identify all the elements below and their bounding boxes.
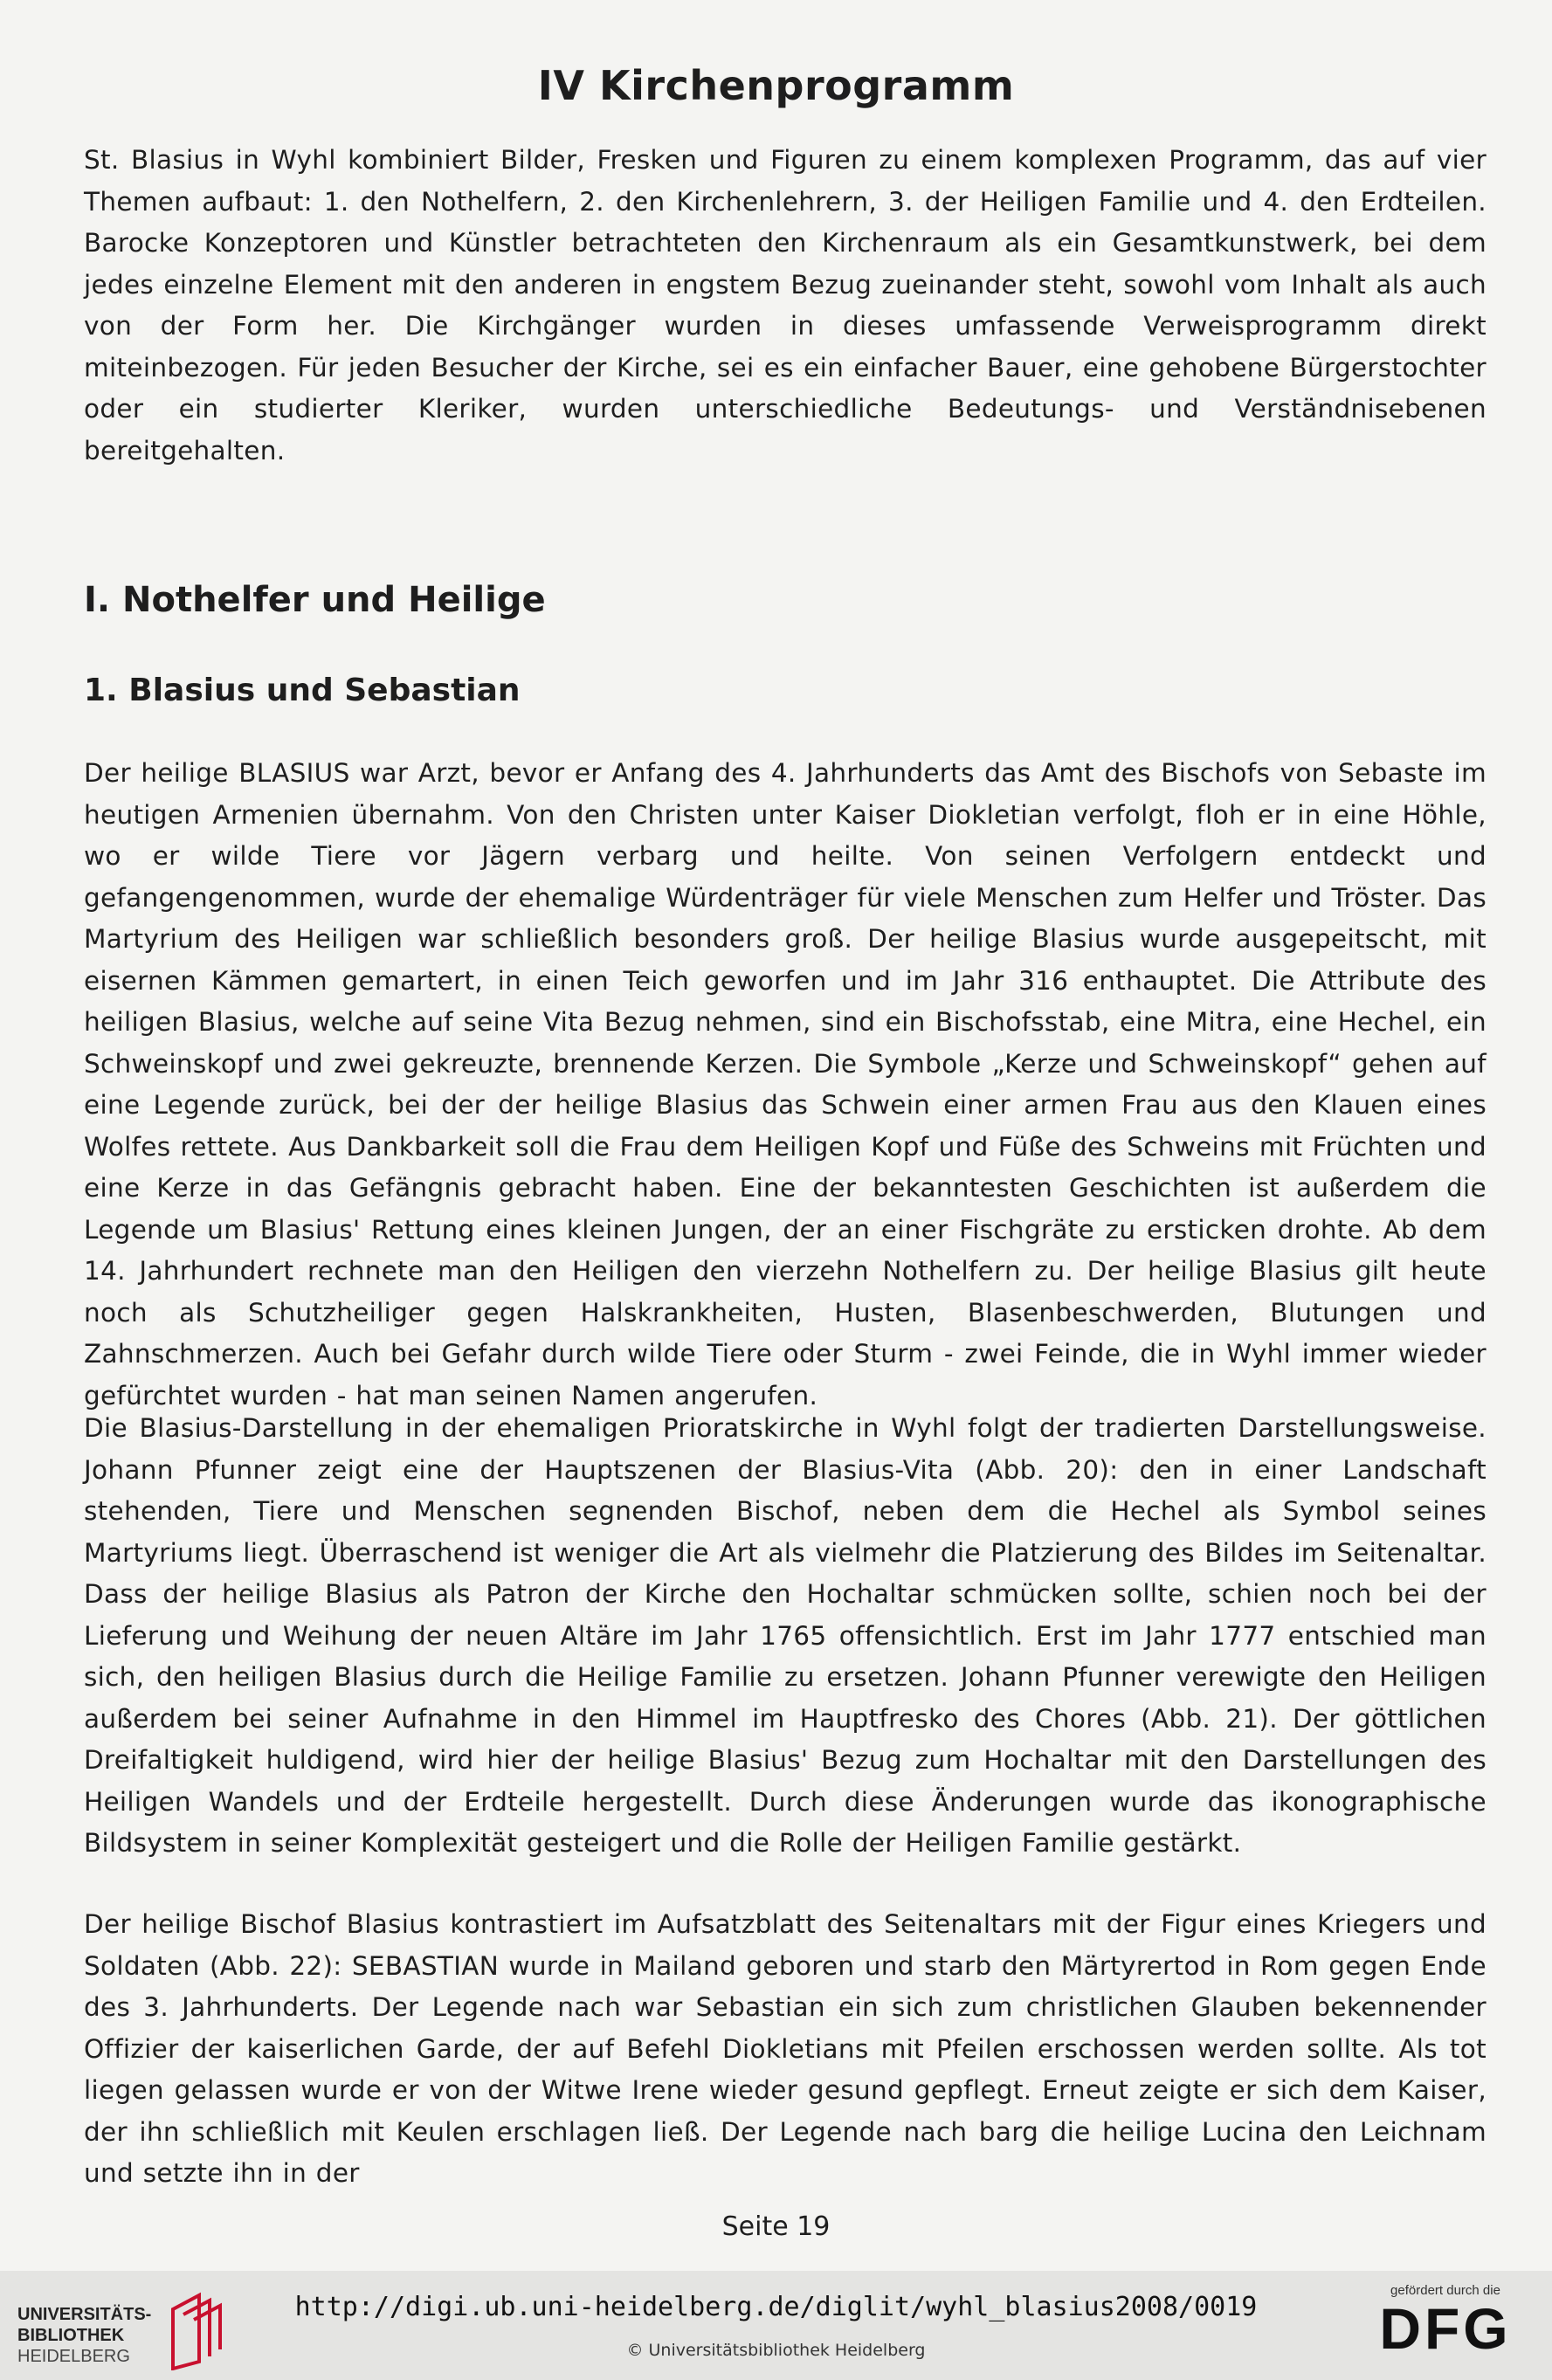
funder-caption: gefördert durch die xyxy=(1390,2283,1500,2298)
page-title: IV Kirchenprogramm xyxy=(537,61,1015,109)
library-name-line3: HEIDELBERG xyxy=(17,2347,130,2366)
dfg-logo: DFG xyxy=(1379,2296,1512,2361)
footer-bar xyxy=(0,2271,1552,2380)
intro-paragraph: St. Blasius in Wyhl kombiniert Bilder, Fresken und Figuren zu einem komplexen Programm, das auf vier Themen aufbaut: 1. den Nothelfern, 2. den Kirchenlehrern, 3. der Heiligen Familie und 4. den Erdteilen. Barocke Konzeptoren und Künstler betrachteten den Kirchenraum als ein Gesamtkunstwerk, bei dem jedes einzelne Element mit den anderen in engstem Bezug zueinander steht, sowohl vom Inhalt als auch von der Form her. Die Kirchgänger wurden in dieses umfassende Verweisprogramm direkt miteinbezogen. Für jeden Besucher der Kirche, sei es ein einfacher Bauer, eine gehobene Bürgerstochter oder ein studierter Kleriker, wurden unterschiedliche Bedeutungs- und Verständnisebenen bereitgehalten. xyxy=(84,145,1486,466)
page-number: Seite 19 xyxy=(721,2211,831,2242)
paragraph-sebastian: Der heilige Bischof Blasius kontrastiert im Aufsatzblatt des Seitenaltars mit der Figur eines Kriegers und Soldaten (Abb. 22): SEBASTIAN wurde in Mailand geboren und starb den Märtyrertod in Rom gegen Ende des 3. Jahrhunderts. Der Legende nach war Sebastian ein sich zum christlichen Glauben bekennender Offizier der kaiserlichen Garde, der auf Befehl Diokletians mit Pfeilen erschossen werden sollte. Als tot liegen gelassen wurde er von der Witwe Irene wieder gesund gepflegt. Erneut zeigte er sich dem Kaiser, der ihn schließlich mit Keulen erschlagen ließ. Der Legende nach barg die heilige Lucina den Leichnam und setzte ihn in der xyxy=(84,1909,1486,2188)
paragraph-blasius: Der heilige BLASIUS war Arzt, bevor er Anfang des 4. Jahrhunderts das Amt des Bischofs von Sebaste im heutigen Armenien übernahm. Von den Christen unter Kaiser Diokletian verfolgt, floh er in eine Höhle, wo er wilde Tiere vor Jägern verbarg und heilte. Von seinen Verfolgern entdeckt und gefangengenommen, wurde der ehemalige Würdenträger für viele Menschen zum Helfer und Tröster. Das Martyrium des Heiligen war schließlich besonders groß. Der heilige Blasius wurde ausgepeitscht, mit eisernen Kämmen gemartert, in einen Teich geworfen und im Jahr 316 enthauptet. Die Attribute des heiligen Blasius, welche auf seine Vita Bezug nehmen, sind ein Bischofsstab, eine Mitra, eine Hechel, ein Schweinskopf und zwei gekreuzte, brennende Kerzen. Die Symbole „Kerze und Schweinskopf“ gehen auf eine Legende zurück, bei der der heilige Blasius das Schwein einer armen Frau aus den Klauen eines Wolfes rettete. Aus Dankbarkeit soll die Frau dem Heiligen Kopf und Füße des Schweins mit Früchten und eine Kerze in das Gefängnis gebracht haben. Eine der bekanntesten Geschichten ist außerdem die Legende um Blasius' Rettung eines kleinen Jungen, der an einer Fischgräte zu ersticken drohte. Ab dem 14. Jahrhundert rechnete man den Heiligen den vierzehn Nothelfern zu. Der heilige Blasius gilt heute noch als Schutzheiliger gegen Halskrankheiten, Husten, Blasenbeschwerden, Blutungen und Zahnschmerzen. Auch bei Gefahr durch wilde Tiere oder Sturm - zwei Feinde, die in Wyhl immer wieder gefürchtet wurden - hat man seinen Namen angerufen. xyxy=(84,758,1486,1411)
library-name-line1: UNIVERSITÄTS- xyxy=(17,2305,152,2324)
permalink-url[interactable]: http://digi.ub.uni-heidelberg.de/diglit/wyhl_blasius2008/0019 xyxy=(294,2292,1258,2322)
copyright-notice: © Universitätsbibliothek Heidelberg xyxy=(626,2341,926,2360)
funder-logo[interactable] xyxy=(1367,2283,1524,2359)
library-name-line2: BIBLIOTHEK xyxy=(17,2326,125,2345)
subsection-heading: 1. Blasius und Sebastian xyxy=(84,673,521,708)
section-heading: I. Nothelfer und Heilige xyxy=(84,580,546,620)
paragraph-blasius-darstellung: Die Blasius-Darstellung in der ehemaligen Prioratskirche in Wyhl folgt der tradierten Darstellungsweise. Johann Pfunner zeigt eine der Hauptszenen der Blasius-Vita (Abb. 20): den in einer Landschaft stehenden, Tiere und Menschen segnenden Bischof, neben dem die Hechel als Symbol seines Martyriums liegt. Überraschend ist weniger die Art als vielmehr die Platzierung des Bildes im Seitenaltar. Dass der heilige Blasius als Patron der Kirche den Hochaltar schmücken sollte, schien noch bei der Lieferung und Weihung der neuen Altäre im Jahr 1765 offensichtlich. Erst im Jahr 1777 entschied man sich, den heiligen Blasius durch die Heilige Familie zu ersetzen. Johann Pfunner verewigte den Heiligen außerdem bei seiner Aufnahme in den Himmel im Hauptfresko des Chores (Abb. 21). Der göttlichen Dreifaltigkeit huldigend, wird hier der heilige Blasius' Bezug zum Hochaltar mit den Darstellungen des Heiligen Wandels und der Erdteile hergestellt. Durch diese Änderungen wurde das ikonographische Bildsystem in seiner Komplexität gesteigert und die Rolle der Heiligen Familie gestärkt. xyxy=(84,1413,1486,1858)
